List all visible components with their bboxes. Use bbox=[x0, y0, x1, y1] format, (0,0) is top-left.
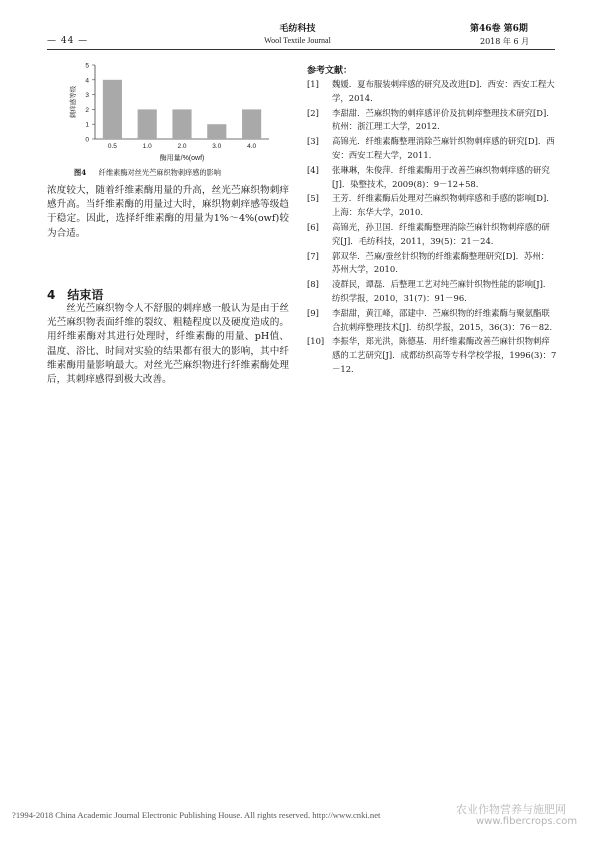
references-title: 参考文献： bbox=[307, 66, 353, 76]
bar bbox=[242, 109, 261, 139]
reference-number: [7] bbox=[307, 250, 319, 261]
figure-caption-text: 纤维素酶对丝光苎麻织物刺痒感的影响 bbox=[98, 168, 221, 177]
reference-number: [8] bbox=[307, 279, 319, 290]
watermark-line-1: 农业作物营养与施肥网 bbox=[456, 803, 566, 816]
reference-text: 张琳琳，朱俊萍．纤维素酶用于改善苎麻织物刺痒感的研究[J]．染整技术，2009(8)：9－12+58. bbox=[332, 164, 550, 189]
reference-number: [10] bbox=[307, 336, 325, 347]
journal-title-en: Wool Textile Journal bbox=[264, 36, 331, 45]
reference-item bbox=[307, 192, 557, 220]
bar bbox=[103, 80, 122, 139]
reference-item bbox=[307, 221, 557, 249]
reference-item bbox=[307, 250, 557, 278]
x-axis-title: 酶用量/%(owf) bbox=[159, 155, 205, 162]
x-tick-label: 3.0 bbox=[212, 143, 222, 150]
x-tick-label: 4.0 bbox=[247, 143, 257, 150]
reference-text: 李甜甜，黄江峰，邵建中．苎麻织物的纤维素酶与聚氨酯联合抗刺痒整理技术[J]．纺织学报，2015，36(3)：76－82. bbox=[332, 307, 553, 332]
section-heading bbox=[47, 286, 103, 303]
bar bbox=[172, 109, 191, 139]
y-tick-label: 2 bbox=[85, 106, 89, 114]
x-tick-label: 1.0 bbox=[142, 143, 152, 150]
y-tick-label: 3 bbox=[85, 92, 89, 100]
reference-text: 王芳．纤维素酶后处理对苎麻织物刺痒感和手感的影响[D]．上海：东华大学，2010. bbox=[332, 193, 555, 218]
page-number: — 44 — bbox=[47, 36, 89, 46]
bar bbox=[207, 124, 226, 139]
reference-text: 高锦光，孙卫国．纤维素酶整理消除苎麻针织物刺痒感的研究[J]．毛纺科技，2011，39(5)：21－24. bbox=[332, 221, 550, 246]
copyright-footer: ?1994-2018 China Academic Journal Electronic Publishing House. All rights reserved. http://www.cnki.net bbox=[12, 810, 381, 820]
header-rule bbox=[47, 49, 555, 50]
reference-number: [1] bbox=[307, 79, 319, 89]
reference-item bbox=[307, 307, 557, 335]
section-number: 4 bbox=[47, 288, 56, 302]
reference-text: 李振华，郑光洪，陈德基．用纤维素酶改善苎麻针织物刺痒感的工艺研究[J]．成都纺织高等专科学校学报，1996(3)：7－12. bbox=[332, 336, 557, 374]
reference-number: [6] bbox=[307, 221, 319, 232]
reference-item bbox=[307, 335, 557, 376]
x-tick-label: 2.0 bbox=[177, 143, 187, 150]
reference-text: 李甜甜．苎麻织物的刺痒感评价及抗刺痒整理技术研究[D]．杭州：浙江理工大学，2012. bbox=[332, 107, 555, 132]
reference-text: 高锦光．纤维素酶整理消除苎麻针织物刺痒感的研究[D]．西安：西安工程大学，2011. bbox=[332, 136, 555, 160]
journal-title-cn: 毛纺科技 bbox=[279, 24, 316, 34]
reference-text: 魏媛．夏布服装刺痒感的研究及改进[D]．西安：西安工程大学，2014. bbox=[332, 79, 555, 103]
reference-item bbox=[307, 164, 557, 192]
reference-text: 凌群民，谭磊．后整理工艺对纯苎麻针织物性能的影响[J]．纺织学报，2010，31(7)：91－96. bbox=[332, 279, 552, 303]
body-paragraph-1: 浓度较大，随着纤维素酶用量的升高，丝光苎麻织物刺痒感升高。当纤维素酶的用量过大时，麻织物刺痒感等级趋于稳定。因此，选择纤维素酶的用量为1%～4%(owf)较为合适。 bbox=[47, 185, 289, 239]
reference-item bbox=[307, 78, 557, 106]
figure-caption bbox=[74, 168, 299, 178]
section-title: 结束语 bbox=[67, 288, 104, 302]
reference-number: [2] bbox=[307, 107, 319, 118]
issue-date: 2018 年 6 月 bbox=[480, 37, 530, 46]
volume-issue: 第46卷 第6期 bbox=[470, 24, 528, 34]
references-list bbox=[307, 78, 557, 378]
watermark bbox=[456, 804, 577, 828]
reference-text: 郭双华．苎麻/蚕丝针织物的纤维素酶整理研究[D]．苏州：苏州大学，2010. bbox=[332, 250, 550, 275]
reference-item bbox=[307, 107, 557, 135]
bar-chart bbox=[47, 57, 287, 172]
figure-caption-label: 图4 bbox=[74, 168, 87, 177]
y-tick-label: 1 bbox=[85, 121, 89, 129]
x-tick-label: 0.5 bbox=[107, 143, 117, 150]
reference-item bbox=[307, 135, 557, 163]
watermark-line-2: www.fibercrops.com bbox=[476, 816, 578, 827]
y-tick-label: 4 bbox=[85, 77, 89, 85]
reference-number: [5] bbox=[307, 193, 319, 204]
reference-number: [3] bbox=[307, 136, 319, 147]
body-paragraph-2: 丝光苎麻织物令人不舒服的刺痒感一般认为是由于丝光苎麻织物表面纤维的裂纹、粗糙程度以及硬度造成的。用纤维素酶对其进行处理时，纤维素酶的用量、pH值、温度、浴比、时间对实验的结果都有很大的影响，其中纤维素酶用量影响最大。对丝光苎麻织物进行纤维素酶处理后，其刺痒感得到极大改善。 bbox=[47, 303, 289, 386]
bar bbox=[138, 109, 157, 139]
y-tick-label: 0 bbox=[85, 136, 89, 144]
y-axis-title: 刺痒感等级 bbox=[70, 85, 77, 119]
reference-item bbox=[307, 278, 557, 306]
reference-number: [9] bbox=[307, 307, 319, 318]
reference-number: [4] bbox=[307, 164, 319, 175]
y-tick-label: 5 bbox=[85, 62, 89, 70]
